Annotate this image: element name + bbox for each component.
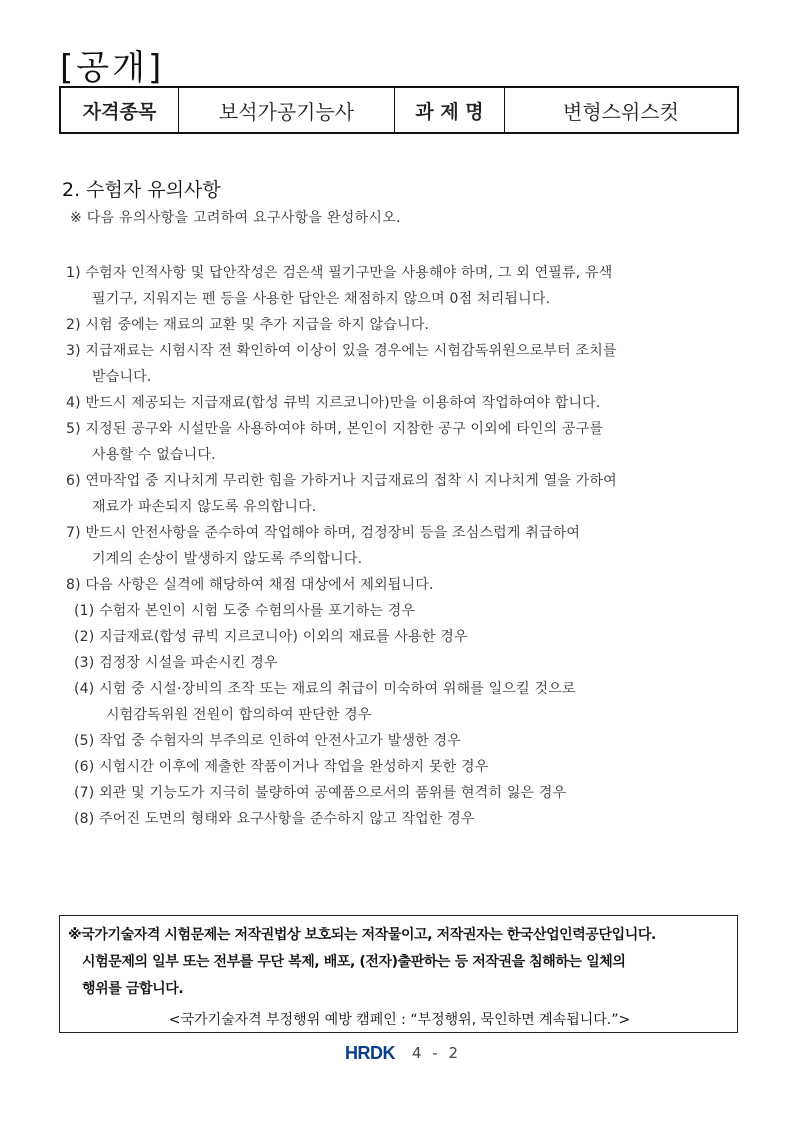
list-item: 3) 지급재료는 시험시작 전 확인하여 이상이 있을 경우에는 시험감독위원으로부터 조치를 bbox=[66, 343, 617, 359]
task-name-value: 변형스위스컷 bbox=[505, 87, 739, 133]
list-item: 1) 수험자 인적사항 및 답안작성은 검은색 필기구만을 사용해야 하며, 그 외 연필류, 유색 bbox=[66, 265, 613, 281]
hrdk-logo: HRDK bbox=[345, 1043, 395, 1063]
list-item: 시험감독위원 전원이 합의하여 판단한 경우 bbox=[106, 707, 372, 723]
document-title: [공개] bbox=[60, 48, 165, 88]
copyright-line-1: ※국가기술자격 시험문제는 저작권법상 보호되는 저작물이고, 저작권자는 한국산업인력공단입니다. bbox=[68, 927, 656, 943]
list-item: 기계의 손상이 발생하지 않도록 주의합니다. bbox=[92, 551, 363, 567]
list-item: 7) 반드시 안전사항을 준수하여 작업해야 하며, 검정장비 등을 조심스럽게 취급하여 bbox=[66, 525, 581, 541]
list-item: 사용할 수 없습니다. bbox=[92, 447, 216, 463]
list-item: (5) 작업 중 수험자의 부주의로 인하여 안전사고가 발생한 경우 bbox=[74, 733, 462, 749]
precautions-list bbox=[66, 260, 756, 832]
exam-info-table bbox=[59, 86, 739, 134]
instruction-note: ※ 다음 유의사항을 고려하여 요구사항을 완성하시오. bbox=[70, 210, 401, 226]
list-item: 4) 반드시 제공되는 지급재료(합성 큐빅 지르코니아)만을 이용하여 작업하여야 합니다. bbox=[66, 395, 601, 411]
section-title: 2. 수험자 유의사항 bbox=[62, 179, 221, 201]
list-item: 받습니다. bbox=[92, 369, 152, 385]
list-item: 필기구, 지워지는 펜 등을 사용한 답안은 채점하지 않으며 0점 처리됩니다. bbox=[92, 291, 551, 307]
list-item: (6) 시험시간 이후에 제출한 작품이거나 작업을 완성하지 못한 경우 bbox=[74, 759, 489, 775]
list-item: (8) 주어진 도면의 형태와 요구사항을 준수하지 않고 작업한 경우 bbox=[74, 811, 475, 827]
list-item: 8) 다음 사항은 실격에 해당하여 채점 대상에서 제외됩니다. bbox=[66, 577, 434, 593]
copyright-notice bbox=[59, 915, 738, 1033]
copyright-line-3: 행위를 금합니다. bbox=[82, 981, 184, 997]
list-item: (3) 검정장 시설을 파손시킨 경우 bbox=[74, 655, 278, 671]
list-item: (4) 시험 중 시설·장비의 조작 또는 재료의 취급이 미숙하여 위해를 일으킬 것으로 bbox=[74, 681, 576, 697]
list-item: 2) 시험 중에는 재료의 교환 및 추가 지급을 하지 않습니다. bbox=[66, 317, 430, 333]
qualification-label: 자격종목 bbox=[60, 87, 179, 133]
copyright-line-2: 시험문제의 일부 또는 전부를 무단 복제, 배포, (전자)출판하는 등 저작권을 침해하는 일체의 bbox=[82, 954, 626, 970]
campaign-slogan: <국가기술자격 부정행위 예방 캠페인 : “부정행위, 묵인하면 계속됩니다.”> bbox=[168, 1012, 631, 1028]
list-item: (7) 외관 및 기능도가 지극히 불량하여 공예품으로서의 품위를 현격히 잃은 경우 bbox=[74, 785, 567, 801]
page-number: 4 - 2 bbox=[412, 1044, 462, 1062]
list-item: 6) 연마작업 중 지나치게 무리한 힘을 가하거나 지급재료의 접착 시 지나치게 열을 가하여 bbox=[66, 473, 617, 489]
task-name-label: 과 제 명 bbox=[395, 87, 505, 133]
qualification-value: 보석가공기능사 bbox=[179, 87, 395, 133]
list-item: (1) 수험자 본인이 시험 도중 수험의사를 포기하는 경우 bbox=[74, 603, 416, 619]
list-item: 5) 지정된 공구와 시설만을 사용하여야 하며, 본인이 지참한 공구 이외에 타인의 공구를 bbox=[66, 421, 604, 437]
list-item: 재료가 파손되지 않도록 유의합니다. bbox=[92, 499, 317, 515]
list-item: (2) 지급재료(합성 큐빅 지르코니아) 이외의 재료를 사용한 경우 bbox=[74, 629, 468, 645]
